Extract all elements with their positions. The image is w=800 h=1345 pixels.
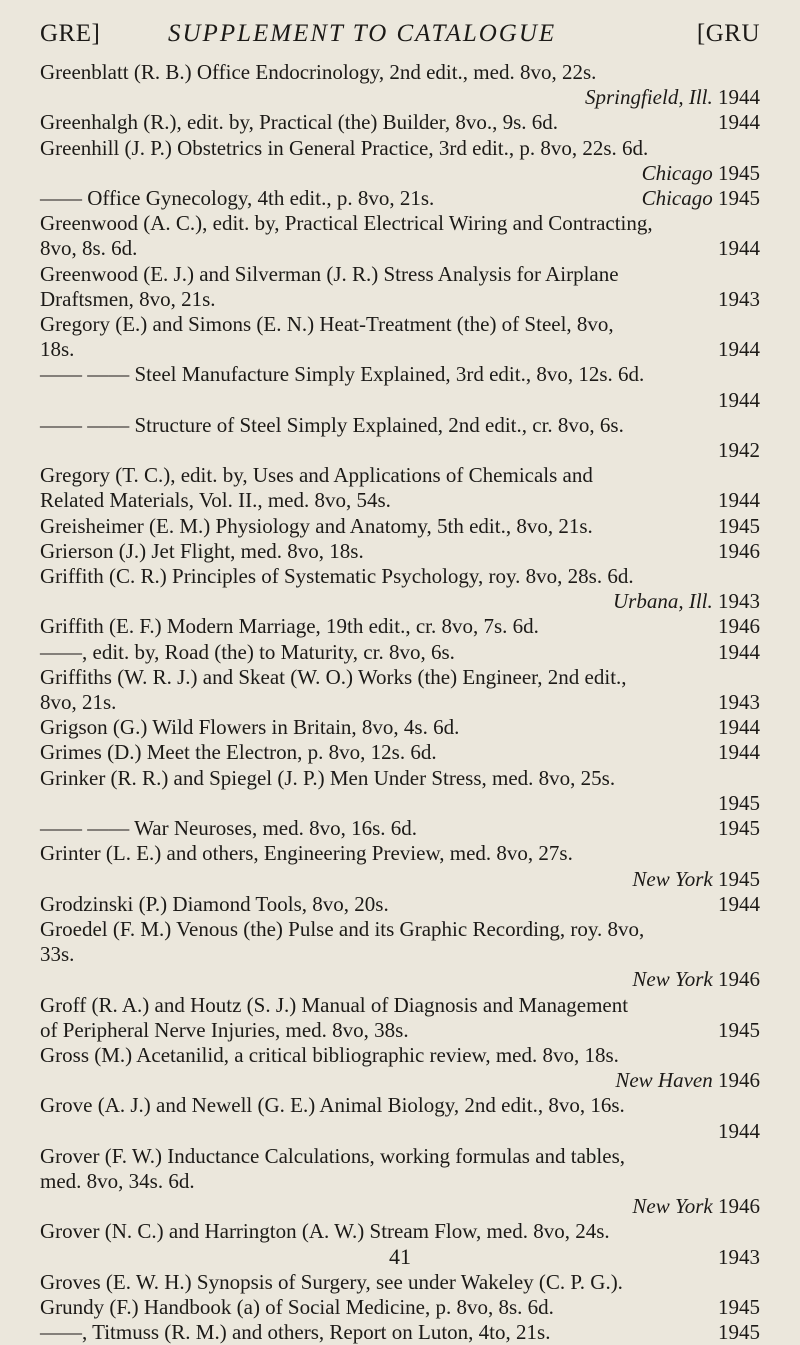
entry-text: —— —— War Neuroses, med. 8vo, 16s. 6d. — [40, 816, 418, 841]
catalogue-entries — [40, 60, 760, 1345]
catalogue-entry — [40, 110, 760, 135]
running-header — [40, 20, 760, 54]
entry-imprint — [641, 186, 760, 211]
catalogue-entry — [40, 892, 760, 917]
entry-text: Grove (A. J.) and Newell (G. E.) Animal Biology, 2nd edit., 8vo, 16s. — [40, 1093, 625, 1118]
entry-line — [40, 1168, 760, 1194]
entry-city: Chicago — [641, 186, 713, 211]
entry-year: 1945 — [718, 1017, 760, 1042]
catalogue-entry — [40, 564, 760, 614]
entry-line — [40, 891, 760, 917]
catalogue-entry — [40, 715, 760, 740]
entry-year: 1944 — [718, 891, 760, 916]
entry-text: Grover (N. C.) and Harrington (A. W.) Stream Flow, med. 8vo, 24s. — [40, 1219, 610, 1244]
entry-imprint — [64, 161, 760, 186]
entry-city: New Haven — [615, 1068, 713, 1093]
entry-line — [40, 841, 760, 866]
entry-text: Groedel (F. M.) Venous (the) Pulse and its Graphic Recording, roy. 8vo, — [40, 916, 645, 941]
entry-year: 1942 — [718, 438, 760, 463]
catalogue-entry — [40, 614, 760, 639]
entry-text: Draftsmen, 8vo, 21s. — [40, 286, 216, 311]
entry-line — [40, 60, 760, 85]
entry-year: 1945 — [718, 513, 760, 538]
entry-line — [40, 186, 760, 211]
entry-imprint — [64, 967, 760, 992]
entry-text: Groff (R. A.) and Houtz (S. J.) Manual of Diagnosis and Management — [40, 992, 629, 1017]
entry-year-line — [64, 1119, 760, 1144]
catalogue-entry — [40, 841, 760, 891]
catalogue-entry — [40, 413, 760, 463]
entry-text: Gross (M.) Acetanilid, a critical bibliographic review, med. 8vo, 18s. — [40, 1042, 619, 1067]
catalogue-entry — [40, 262, 760, 312]
entry-text: Griffith (C. R.) Principles of Systematic Psychology, roy. 8vo, 28s. 6d. — [40, 564, 634, 589]
entry-line — [40, 942, 760, 967]
entry-line — [40, 513, 760, 539]
entry-year: 1945 — [718, 1294, 760, 1319]
entry-text: 18s. — [40, 337, 75, 362]
entry-line — [40, 135, 760, 161]
entry-line — [40, 110, 760, 135]
catalogue-entry — [40, 463, 760, 513]
entry-text: Greenblatt (R. B.) Office Endocrinology, 2nd edit., med. 8vo, 22s. — [40, 60, 597, 84]
catalogue-entry — [40, 1320, 760, 1345]
entry-year: 1944 — [718, 488, 760, 513]
entry-text: Greisheimer (E. M.) Physiology and Anatomy, 5th edit., 8vo, 21s. — [40, 513, 593, 538]
entry-year: 1943 — [718, 1244, 760, 1269]
entry-line — [40, 690, 760, 715]
catalogue-entry — [40, 1270, 760, 1295]
entry-line — [40, 1017, 760, 1043]
entry-line — [40, 916, 760, 942]
entry-year: 1944 — [718, 740, 760, 765]
entry-line — [40, 1294, 760, 1320]
entry-line — [40, 236, 760, 261]
entry-text: Gregory (E.) and Simons (E. N.) Heat-Treatment (the) of Steel, 8vo, — [40, 312, 614, 337]
entry-text: Grodzinski (P.) Diamond Tools, 8vo, 20s. — [40, 891, 389, 916]
entry-year: 1945 — [718, 160, 760, 185]
entry-year: 1946 — [718, 614, 760, 639]
entry-text: Grinker (R. R.) and Spiegel (J. P.) Men Under Stress, med. 8vo, 25s. — [40, 765, 616, 790]
entry-text: Grigson (G.) Wild Flowers in Britain, 8vo, 4s. 6d. — [40, 715, 460, 740]
entry-line — [40, 1219, 760, 1244]
entry-line — [40, 765, 760, 791]
entry-line — [40, 639, 760, 665]
catalogue-entry — [40, 60, 760, 110]
entry-text: —— Office Gynecology, 4th edit., p. 8vo, 21s. — [40, 186, 435, 211]
entry-text: med. 8vo, 34s. 6d. — [40, 1168, 195, 1193]
entry-text: Greenwood (E. J.) and Silverman (J. R.) Stress Analysis for Airplane — [40, 261, 619, 286]
entry-text: ——, Titmuss (R. M.) and others, Report on Luton, 4to, 21s. — [40, 1320, 551, 1345]
entry-imprint — [64, 867, 760, 892]
page-number: 41 — [389, 1244, 411, 1269]
entry-year: 1943 — [718, 286, 760, 311]
entry-city: Chicago — [641, 160, 713, 185]
entry-year: 1945 — [718, 866, 760, 891]
entry-line — [40, 740, 760, 765]
entry-text: ——, edit. by, Road (the) to Maturity, cr. 8vo, 6s. — [40, 639, 455, 664]
entry-line — [40, 992, 760, 1018]
entry-line — [40, 337, 760, 362]
entry-text: Greenhalgh (R.), edit. by, Practical (the) Builder, 8vo., 9s. 6d. — [40, 110, 558, 135]
entry-line — [40, 664, 760, 690]
entry-line — [40, 286, 760, 312]
entry-text: Groves (E. W. H.) Synopsis of Surgery, see under Wakeley (C. P. G.). — [40, 1269, 623, 1294]
entry-imprint — [64, 589, 760, 614]
entry-text: 8vo, 21s. — [40, 690, 117, 715]
entry-text: Grundy (F.) Handbook (a) of Social Medicine, p. 8vo, 8s. 6d. — [40, 1294, 554, 1319]
catalogue-entry — [40, 665, 760, 715]
entry-city: New York — [632, 866, 713, 891]
entry-line — [40, 261, 760, 287]
entry-line — [40, 312, 760, 337]
entry-year: 1944 — [718, 639, 760, 664]
entry-text: —— —— Steel Manufacture Simply Explained, 3rd edit., 8vo, 12s. 6d. — [40, 362, 645, 387]
header-title: SUPPLEMENT TO CATALOGUE — [168, 20, 557, 47]
entry-line — [40, 1042, 760, 1068]
catalogue-entry — [40, 136, 760, 186]
entry-text: Related Materials, Vol. II., med. 8vo, 54s. — [40, 488, 391, 513]
catalogue-entry — [40, 766, 760, 816]
header-left: GRE] — [40, 20, 101, 47]
entry-year: 1944 — [718, 337, 760, 362]
entry-imprint — [64, 85, 760, 110]
entry-year: 1945 — [718, 790, 760, 815]
entry-line — [40, 211, 760, 236]
entry-text: 33s. — [40, 942, 75, 967]
entry-line — [40, 1143, 760, 1169]
catalogue-entry — [40, 1093, 760, 1143]
entry-city: New York — [632, 1194, 713, 1219]
entry-year-line — [64, 438, 760, 463]
entry-year: 1946 — [718, 967, 760, 992]
entry-year: 1944 — [718, 1118, 760, 1143]
header-right: [GRU — [696, 20, 760, 47]
entry-text: of Peripheral Nerve Injuries, med. 8vo, 38s. — [40, 1017, 409, 1042]
entry-text: Greenhill (J. P.) Obstetrics in General Practice, 3rd edit., p. 8vo, 22s. 6d. — [40, 135, 649, 160]
entry-line — [40, 614, 760, 639]
entry-year: 1946 — [718, 1068, 760, 1093]
entry-line — [40, 488, 760, 513]
entry-imprint — [64, 1068, 760, 1093]
catalogue-entry — [40, 816, 760, 841]
entry-year-line — [64, 388, 760, 413]
catalogue-entry — [40, 993, 760, 1043]
entry-text: Grierson (J.) Jet Flight, med. 8vo, 18s. — [40, 538, 364, 563]
catalogue-entry — [40, 539, 760, 564]
entry-imprint — [64, 1194, 760, 1219]
entry-text: Grimes (D.) Meet the Electron, p. 8vo, 12s. 6d. — [40, 740, 437, 765]
entry-year: 1945 — [718, 816, 760, 841]
catalogue-entry — [40, 1043, 760, 1093]
entry-line — [40, 1269, 760, 1295]
entry-line — [40, 715, 760, 740]
entry-line — [40, 362, 760, 387]
entry-text: Greenwood (A. C.), edit. by, Practical Electrical Wiring and Contracting, — [40, 211, 653, 236]
entry-text: Griffiths (W. R. J.) and Skeat (W. O.) Works (the) Engineer, 2nd edit., — [40, 664, 627, 689]
entry-year-line — [64, 791, 760, 816]
catalogue-entry — [40, 1295, 760, 1320]
catalogue-entry — [40, 312, 760, 362]
entry-year: 1946 — [718, 538, 760, 563]
entry-text: Gregory (T. C.), edit. by, Uses and Applications of Chemicals and — [40, 463, 593, 488]
entry-year: 1944 — [718, 236, 760, 261]
catalogue-entry — [40, 740, 760, 765]
entry-line — [40, 538, 760, 564]
catalogue-entry — [40, 1144, 760, 1220]
entry-year: 1944 — [718, 715, 760, 740]
entry-line — [40, 463, 760, 488]
entry-year: 1943 — [718, 589, 760, 614]
entry-city: Springfield, Ill. — [585, 85, 713, 110]
entry-year: 1943 — [718, 690, 760, 715]
entry-city: New York — [632, 967, 713, 992]
entry-text: 8vo, 8s. 6d. — [40, 236, 138, 261]
catalogue-entry — [40, 362, 760, 412]
entry-city: Urbana, Ill. — [613, 589, 713, 614]
entry-text: —— —— Structure of Steel Simply Explained, 2nd edit., cr. 8vo, 6s. — [40, 412, 624, 437]
entry-year: 1944 — [718, 387, 760, 412]
entry-line — [40, 564, 760, 589]
entry-line — [40, 816, 760, 841]
entry-year: 1944 — [718, 110, 760, 135]
catalogue-entry — [40, 640, 760, 665]
entry-year: 1944 — [718, 85, 760, 110]
entry-text: Grover (F. W.) Inductance Calculations, working formulas and tables, — [40, 1143, 626, 1168]
catalogue-entry — [40, 186, 760, 211]
entry-line — [40, 1320, 760, 1345]
entry-line — [40, 1093, 760, 1118]
entry-year: 1945 — [718, 186, 760, 211]
catalogue-entry — [40, 917, 760, 993]
entry-year: 1946 — [718, 1194, 760, 1219]
catalogue-entry — [40, 211, 760, 261]
entry-year: 1945 — [718, 1320, 760, 1345]
entry-text: Grinter (L. E.) and others, Engineering Preview, med. 8vo, 27s. — [40, 841, 573, 866]
entry-line — [40, 412, 760, 438]
entry-text: Griffith (E. F.) Modern Marriage, 19th edit., cr. 8vo, 7s. 6d. — [40, 614, 539, 639]
catalogue-entry — [40, 514, 760, 539]
